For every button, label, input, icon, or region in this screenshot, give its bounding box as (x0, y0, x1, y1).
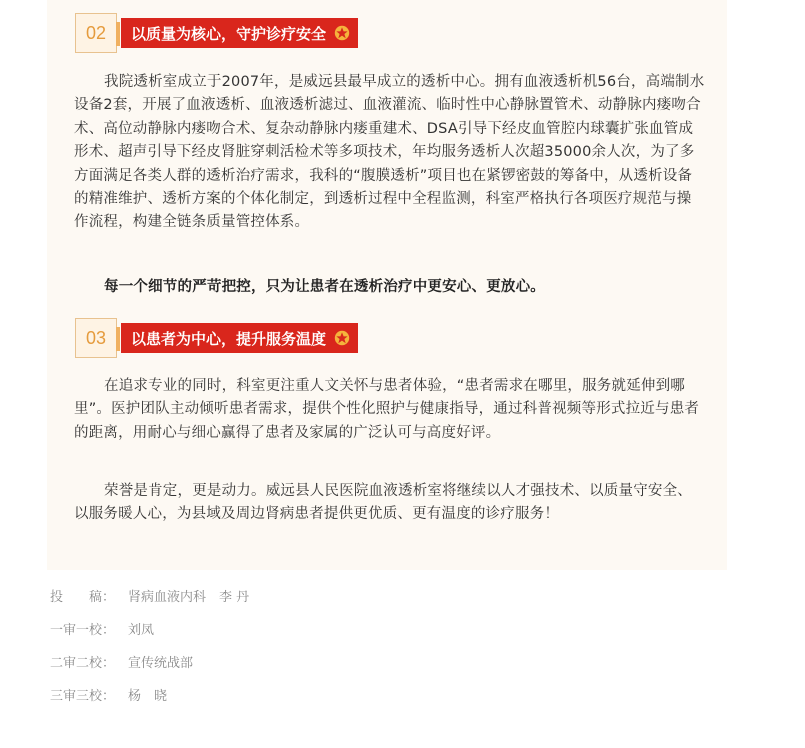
credit-line (50, 621, 154, 641)
section-2-title: 以质量为核心，守护诊疗安全 (131, 24, 327, 43)
section-3-number: 03 (75, 318, 117, 358)
section-2-paragraph: 我院透析室成立于2007年，是威远县最早成立的透析中心。拥有血液透析机56台，高端制水设备2套，开展了血液透析、血液透析滤过、血液灌流、临时性中心静脉置管术、动静脉内瘘吻合术、高位动静脉内瘘吻合术、复杂动静脉内瘘重建术、DSA引导下经皮血管腔内球囊扩张血管成形术、超声引导下经皮肾脏穿刺活检术等多项技术，年均服务透析人次超35000余人次，为了多方面满足各类人群的透析治疗需求，我科的“腹膜透析”项目也在紧锣密鼓的筹备中，从透析设备的精准维护、透析方案的个体化制定，到透析过程中全程监测，科室严格执行各项医疗规范与操作流程，构建全链条质量管控体系。 (74, 74, 705, 231)
section-3-closing: 荣誉是肯定，更是动力。威远县人民医院血液透析室将继续以人才强技术、以质量守安全、以服务暖人心，为县域及周边肾病患者提供更优质、更有温度的诊疗服务！ (74, 483, 692, 523)
credit-value: 肾病血液内科 李 丹 (128, 590, 250, 605)
section-3-paragraph: 在追求专业的同时，科室更注重人文关怀与患者体验，“患者需求在哪里，服务就延伸到哪里”。医护团队主动倾听患者需求，提供个性化照护与健康指导，通过科普视频等形式拉近与患者的距离，用耐心与细心赢得了患者及家属的广泛认可与高度好评。 (74, 378, 700, 441)
section-2-header (75, 13, 358, 53)
credit-line (50, 588, 249, 608)
section-2-title-banner (121, 18, 358, 48)
credit-label: 二审二校： (50, 656, 116, 671)
section-3-title-banner (121, 323, 358, 353)
section-2-number: 02 (75, 13, 117, 53)
credit-value: 宣传统战部 (128, 656, 194, 671)
star-icon (334, 330, 350, 346)
section-2-emphasis: 每一个细节的严苛把控，只为让患者在透析治疗中更安心、更放心。 (104, 279, 545, 295)
star-icon (334, 25, 350, 41)
credit-value: 杨 晓 (128, 689, 168, 704)
section-3-title: 以患者为中心，提升服务温度 (131, 329, 327, 348)
credit-label: 三审三校： (50, 689, 116, 704)
credit-line (50, 687, 167, 707)
credit-label: 一审一校： (50, 623, 116, 638)
credit-value: 刘凤 (128, 623, 155, 638)
credit-label: 投 稿： (50, 590, 116, 605)
credit-line (50, 654, 193, 674)
section-3-header (75, 318, 358, 358)
